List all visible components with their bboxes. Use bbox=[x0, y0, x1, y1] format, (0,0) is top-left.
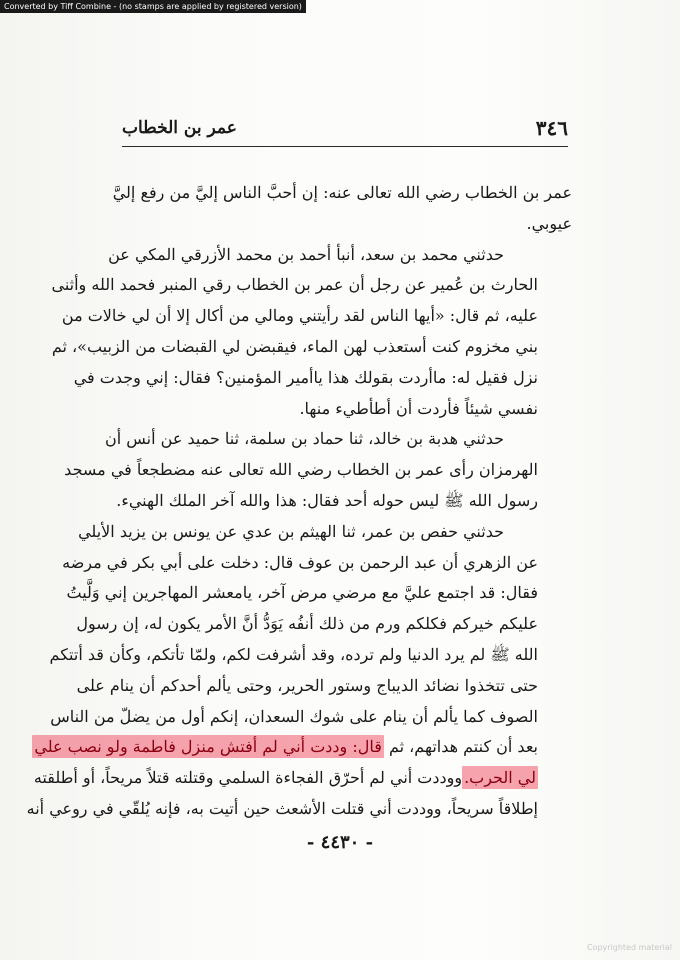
text-line: حدثني هدبة بن خالد، ثنا حماد بن سلمة، ثنا حميد عن أنس أن bbox=[104, 429, 504, 449]
highlighted-passage: قال: وددت أني لم أفتش منزل فاطمة ولو نصب علي bbox=[34, 737, 382, 757]
page-number: ٣٤٦ bbox=[535, 116, 568, 140]
text-line: نزل فقيل له: ماأردت بقولك هذا ياأمير المؤمنين؟ فقال: إني وجدت في bbox=[73, 367, 538, 387]
copyright-watermark: Copyrighted material bbox=[586, 943, 672, 952]
paragraph-3 bbox=[64, 424, 572, 516]
highlighted-passage-end: لي الحرب. bbox=[464, 768, 536, 788]
text-line: الحارث بن عُمير عن رجل أن عمر بن الخطاب رقي المنبر فحمد الله وأثنى bbox=[51, 275, 538, 295]
paragraph-4 bbox=[26, 517, 572, 825]
paragraph-2 bbox=[51, 240, 572, 425]
text-line: عليكم خيركم فكلكم ورم من ذلك أنفُه يَوَدُّ أنَّ الأمر يكون له، إن رسول bbox=[76, 614, 538, 634]
text-line: رسول الله ﷺ ليس حوله أحد فقال: هذا والله آخر الملك الهنيء. bbox=[116, 490, 538, 510]
text-line: عيوبي. bbox=[526, 213, 572, 233]
line-text-before-highlight: بعد أن كنتم هداتهم، ثم bbox=[383, 737, 538, 757]
text-line: الهرمزان رأى عمر بن الخطاب رضي الله تعالى عنه مضطجعاً في مسجد bbox=[64, 460, 538, 480]
page-header bbox=[122, 114, 568, 147]
page-footer-number: - ٤٤٣٠ - bbox=[306, 832, 374, 853]
text-line: إطلاقاً سريحاً، ووددت أني قتلت الأشعث حين أتيت به، فإنه يُلقّي في روعي أنه bbox=[26, 798, 538, 818]
converter-banner: Converted by Tiff Combine - (no stamps are applied by registered version) bbox=[0, 0, 306, 13]
line-text-after-highlight: ووددت أني لم أحرّق الفجاءة السلمي وقتلته قتلاً مريحاً، أو أطلقته bbox=[33, 768, 463, 788]
text-line: عليه، ثم قال: «أيها الناس لقد رأيتني ومالي من أكال إلا أن لي خالات من bbox=[61, 306, 538, 326]
text-line: حدثني محمد بن سعد، أنبأ أحمد بن محمد الأزرقي المكي عن bbox=[108, 244, 504, 264]
text-line: عمر بن الخطاب رضي الله تعالى عنه: إن أحبَّ الناس إليَّ من رفع إليَّ bbox=[112, 183, 572, 202]
text-line: حتى تتخذوا نضائد الديباج وستور الحرير، وحتى يألم أحدكم أن ينام على bbox=[76, 675, 538, 695]
text-line: نفسي شيئاً فأردت أن أطأطيء منها. bbox=[299, 398, 538, 418]
text-line: حدثني حفص بن عمر، ثنا الهيثم بن عدي عن يونس بن يزيد الأيلي bbox=[78, 521, 504, 541]
highlighted-line-1 bbox=[34, 732, 572, 763]
text-line: الصوف كما يألم أن ينام على شوك السعدان، إنكم أول من يضلّ من الناس bbox=[50, 706, 538, 726]
body-text bbox=[26, 178, 572, 825]
highlighted-line-2 bbox=[33, 763, 572, 794]
paragraph-1 bbox=[112, 178, 572, 240]
running-title: عمر بن الخطاب bbox=[122, 118, 237, 138]
text-line: بني مخزوم كنت أستعذب لهن الماء، فيقبضن لي القبضات من الزبيب»، ثم bbox=[51, 336, 538, 356]
text-line: عن الزهري أن عبد الرحمن بن عوف قال: دخلت على أبي بكر في مرضه bbox=[62, 552, 538, 572]
text-line: فقال: قد اجتمع عليَّ مع مرضي مرض آخر، يامعشر المهاجرين إني وَلَّيتُ bbox=[66, 583, 538, 603]
text-line: الله ﷺ لم يرد الدنيا ولم ترده، وقد أشرفت لكم، ولمّا تأتكم، وكأن قد أتتكم bbox=[49, 644, 538, 664]
